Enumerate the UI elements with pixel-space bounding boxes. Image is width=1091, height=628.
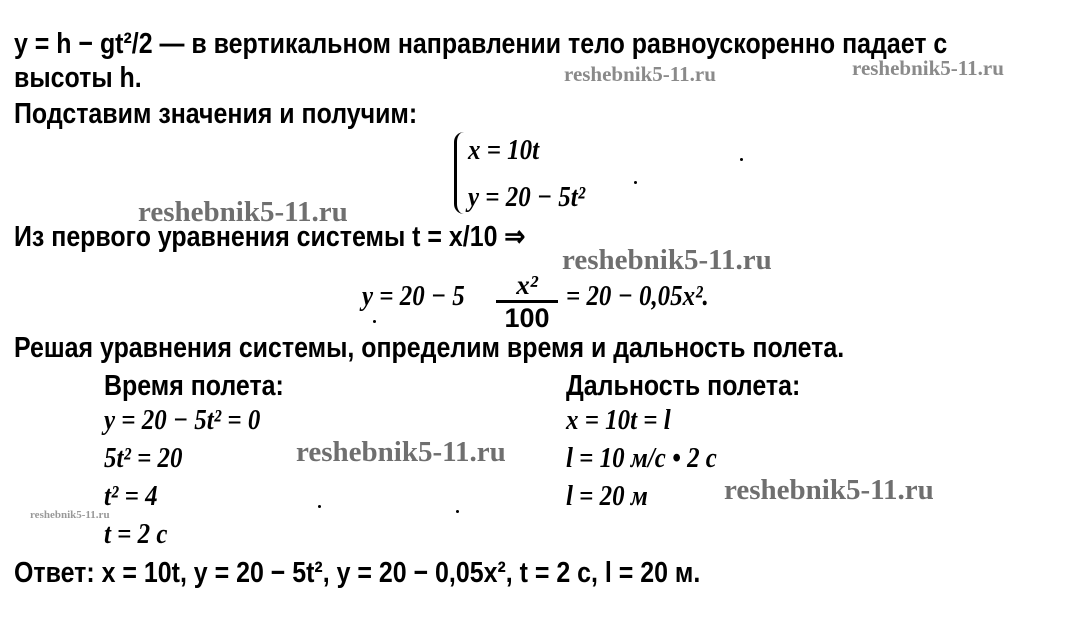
equation-left: y = 20 − 5 — [362, 280, 465, 312]
range-heading: Дальность полета: — [566, 370, 801, 402]
watermark: reshebnik5-11.ru — [724, 474, 934, 506]
answer-line: Ответ: x = 10t, y = 20 − 5t², y = 20 − 0,05x², t = 2 с, l = 20 м. — [14, 557, 701, 589]
watermark: reshebnik5-11.ru — [30, 509, 110, 521]
watermark: reshebnik5-11.ru — [138, 196, 348, 228]
fraction — [496, 272, 558, 333]
system-equation-2: y = 20 − 5t² — [468, 181, 586, 213]
period-dot — [634, 181, 637, 184]
range-equation-2: l = 10 м/с • 2 с — [566, 442, 717, 474]
watermark: reshebnik5-11.ru — [564, 62, 716, 86]
fraction-numerator: x² — [516, 270, 538, 300]
equation-right: = 20 − 0,05x². — [566, 280, 709, 312]
time-equation-3: t² = 4 — [104, 480, 158, 512]
fraction-denominator: 100 — [504, 303, 550, 333]
system-equation-1: x = 10t — [468, 134, 540, 166]
text-line-4: Из первого уравнения системы t = x/10 ⇒ — [14, 221, 526, 253]
range-equation-1: x = 10t = l — [566, 404, 671, 436]
speck — [373, 320, 376, 323]
time-heading: Время полета: — [104, 370, 284, 402]
text-line-1: y = h − gt²/2 — в вертикальном направлении тело равноускоренно падает с — [14, 28, 948, 60]
time-equation-2: 5t² = 20 — [104, 442, 183, 474]
text-line-5: Решая уравнения системы, определим время и дальность полета. — [14, 332, 845, 364]
system-brace — [454, 132, 469, 214]
speck — [318, 505, 321, 508]
speck — [740, 158, 743, 161]
watermark: reshebnik5-11.ru — [296, 436, 506, 468]
watermark: reshebnik5-11.ru — [852, 56, 1004, 80]
speck — [456, 510, 459, 513]
watermark: reshebnik5-11.ru — [562, 244, 772, 276]
text-line-2: высоты h. — [14, 62, 142, 94]
range-equation-3: l = 20 м — [566, 480, 648, 512]
time-equation-4: t = 2 c — [104, 518, 168, 550]
text-line-3: Подставим значения и получим: — [14, 98, 418, 130]
time-equation-1: y = 20 − 5t² = 0 — [104, 404, 261, 436]
